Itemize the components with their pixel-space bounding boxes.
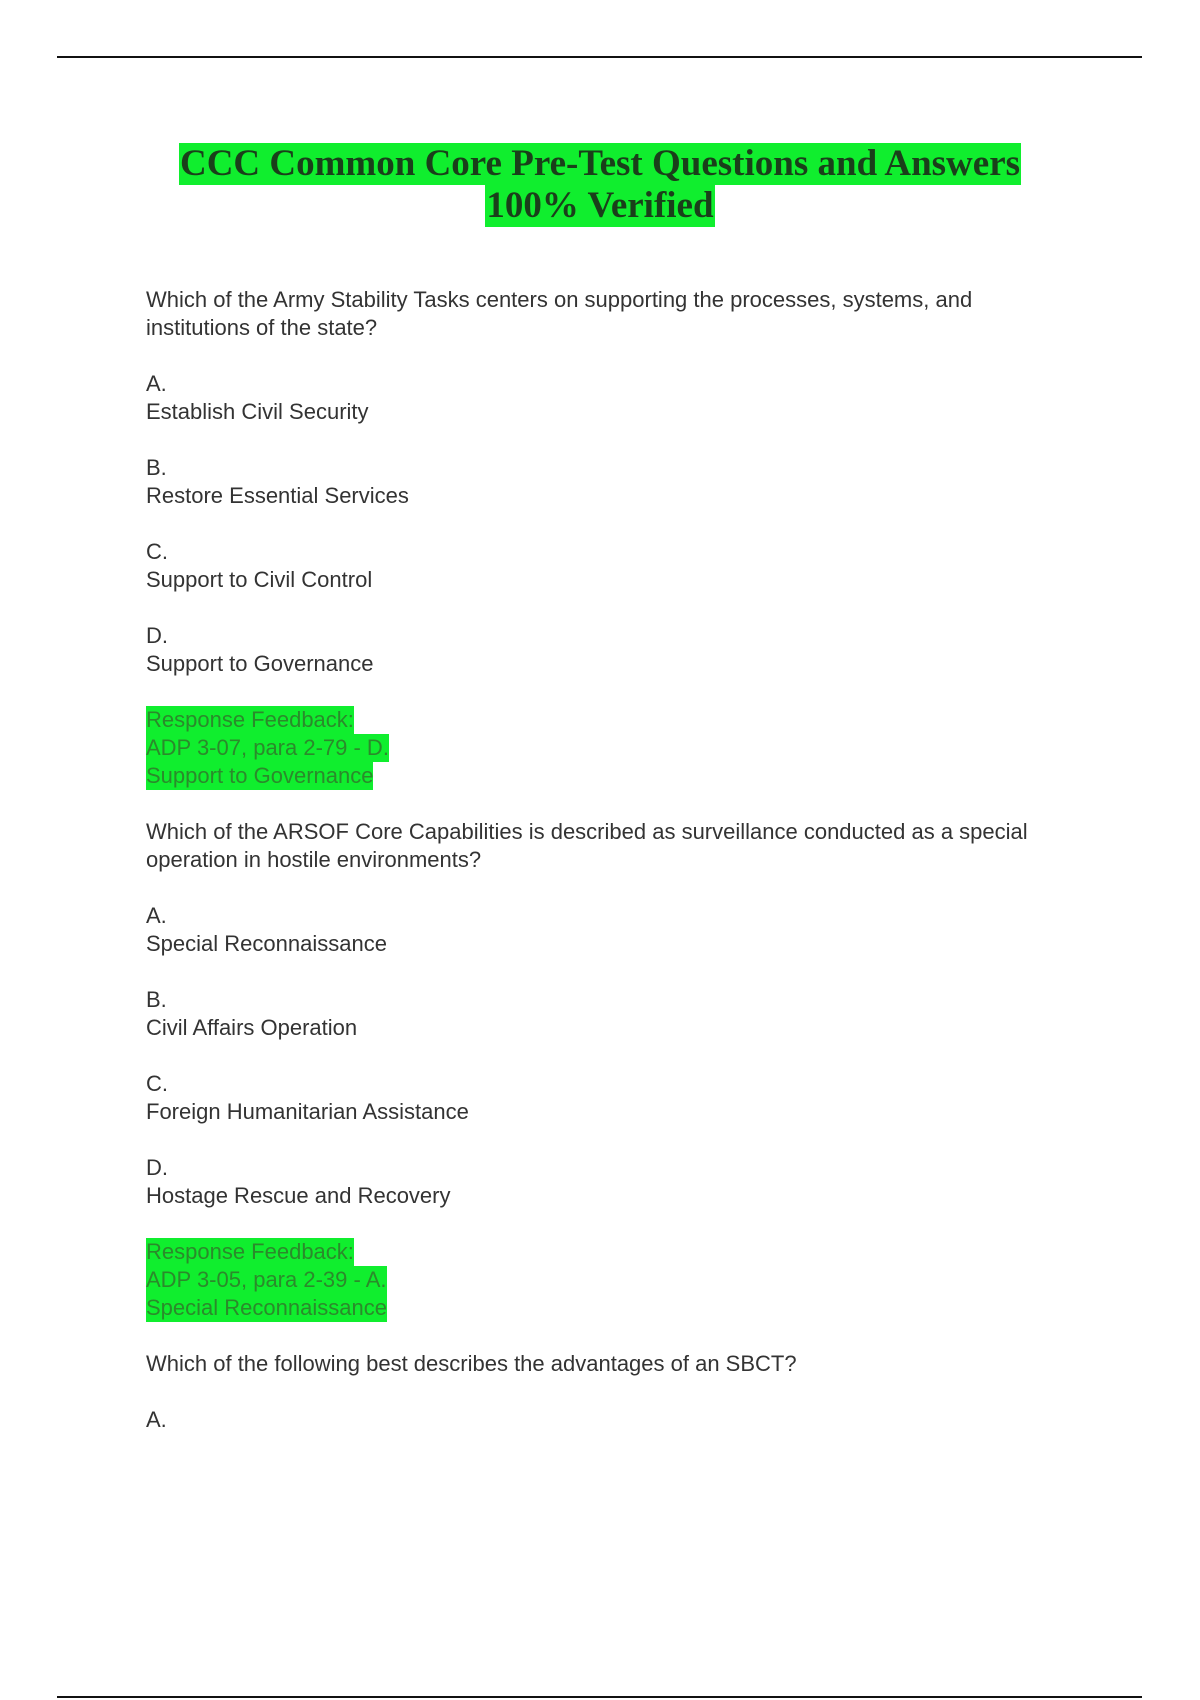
feedback-answer: Special Reconnaissance	[146, 1295, 387, 1320]
header-rule	[57, 56, 1142, 58]
title-line-1: CCC Common Core Pre-Test Questions and Answers	[179, 143, 1021, 184]
option-letter: B.	[146, 987, 167, 1012]
option-letter: D.	[146, 1155, 168, 1180]
response-feedback	[146, 706, 1066, 790]
feedback-answer: Support to Governance	[146, 763, 374, 788]
answer-option	[146, 370, 1066, 426]
title-line-2: 100% Verified	[486, 185, 714, 226]
answer-option	[146, 538, 1066, 594]
option-letter: B.	[146, 455, 167, 480]
option-letter: A.	[146, 903, 167, 928]
option-letter: C.	[146, 539, 168, 564]
option-text: Foreign Humanitarian Assistance	[146, 1099, 469, 1124]
feedback-reference: ADP 3-05, para 2-39 - A.	[146, 1267, 387, 1292]
answer-option	[146, 986, 1066, 1042]
question-list	[146, 286, 1066, 1462]
answer-option	[146, 622, 1066, 678]
response-feedback	[146, 1238, 1066, 1322]
answer-option	[146, 454, 1066, 510]
option-text: Special Reconnaissance	[146, 931, 387, 956]
question-text: Which of the Army Stability Tasks centers on supporting the processes, systems, and institutions of the state?	[146, 287, 973, 340]
option-text: Support to Governance	[146, 651, 374, 676]
answer-option	[146, 902, 1066, 958]
option-text: Establish Civil Security	[146, 399, 369, 424]
answer-option	[146, 1070, 1066, 1126]
option-letter: A.	[146, 371, 167, 396]
option-letter: C.	[146, 1071, 168, 1096]
option-text: Hostage Rescue and Recovery	[146, 1183, 451, 1208]
option-text: Civil Affairs Operation	[146, 1015, 358, 1040]
feedback-label: Response Feedback:	[146, 1239, 354, 1264]
feedback-reference: ADP 3-07, para 2-79 - D.	[146, 735, 389, 760]
answer-option	[146, 1406, 1066, 1434]
footer-rule	[57, 1696, 1142, 1698]
option-letter: A.	[146, 1407, 167, 1432]
answer-option	[146, 1154, 1066, 1210]
option-letter: D.	[146, 623, 168, 648]
option-text: Support to Civil Control	[146, 567, 373, 592]
feedback-label: Response Feedback:	[146, 707, 354, 732]
question-text: Which of the ARSOF Core Capabilities is described as surveillance conducted as a special operation in hostile environments?	[146, 819, 1028, 872]
document-title	[0, 143, 1200, 227]
option-text: Restore Essential Services	[146, 483, 409, 508]
question-text: Which of the following best describes the advantages of an SBCT?	[146, 1351, 797, 1376]
